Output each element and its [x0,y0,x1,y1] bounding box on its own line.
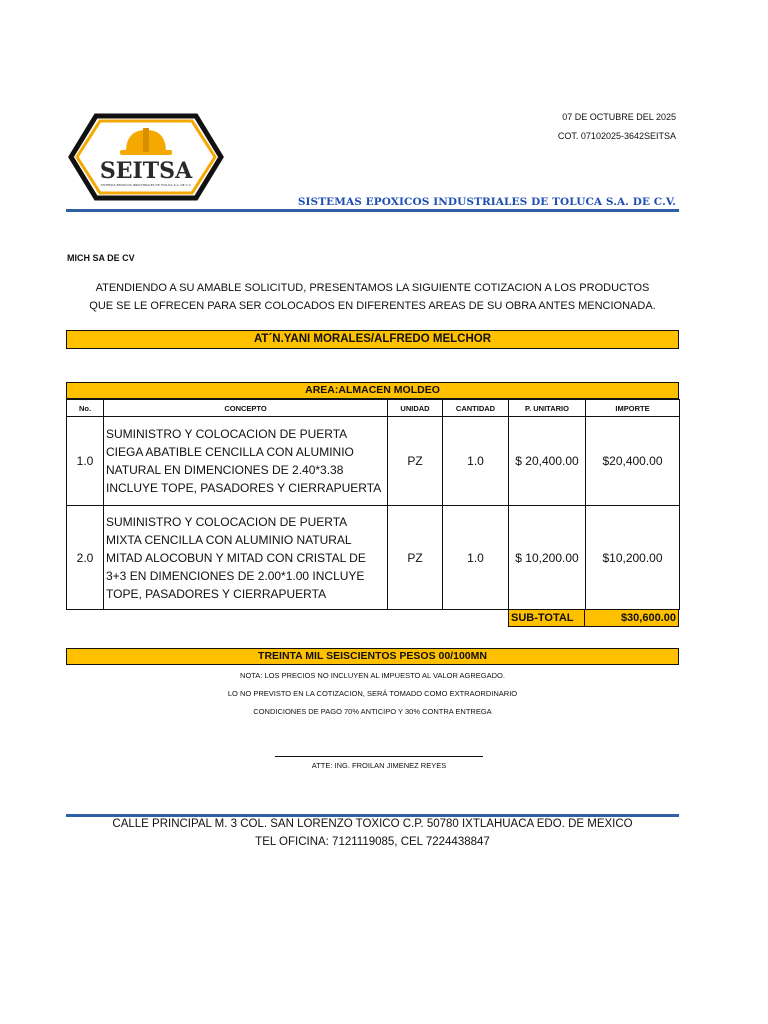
col-unit-header: UNIDAD [388,400,443,417]
table-header-row [67,400,680,417]
logo-text: SEITSA [99,158,193,184]
client-name: MICH SA DE CV [67,253,135,263]
logo-subtext: SISTEMAS EPOXICOS INDUSTRIALES DE TOLUCA S.A. DE C.V. [100,183,192,187]
row-qty: 1.0 [443,417,509,506]
row-amount: $10,200.00 [586,506,680,610]
col-unit-price-header: P. UNITARIO [509,400,586,417]
row-unit-price: $ 20,400.00 [509,417,586,506]
row-concept: SUMINISTRO Y COLOCACION DE PUERTA CIEGA ABATIBLE CENCILLA CON ALUMINIO NATURAL EN DIMENCIONES DE 2.40*3.38 INCLUYE TOPE, PASADORES Y CIERRAPUERTA [104,417,388,506]
logo-hexagon-icon [66,108,226,206]
area-bar: AREA:ALMACEN MOLDEO [66,382,679,399]
intro-line-2: QUE SE LE OFRECEN PARA SER COLOCADOS EN DIFERENTES AREAS DE SU OBRA ANTES MENCIONADA. [89,300,656,312]
row-qty: 1.0 [443,506,509,610]
footer-phones: TEL OFICINA: 7121119085, CEL 7224438847 [255,836,490,848]
col-no-header: No. [67,400,104,417]
amount-in-words-bar: TREINTA MIL SEISCIENTOS PESOS 00/100MN [66,648,679,665]
note-taxes: NOTA: LOS PRECIOS NO INCLUYEN AL IMPUESTO AL VALOR AGREGADO. [240,671,505,680]
row-unit: PZ [388,506,443,610]
row-amount: $20,400.00 [586,417,680,506]
quote-number: COT. 07102025-3642SEITSA [557,131,676,141]
attention-bar: AT´N.YANI MORALES/ALFREDO MELCHOR [66,330,679,349]
footer-divider [66,814,679,817]
subtotal-value: $30,600.00 [584,609,679,627]
company-name: SISTEMAS EPOXICOS INDUSTRIALES DE TOLUCA S.A. DE C.V. [297,196,676,208]
quote-table [66,399,680,610]
signature-line [275,756,483,757]
row-concept: SUMINISTRO Y COLOCACION DE PUERTA MIXTA CENCILLA CON ALUMINIO NATURAL MITAD ALOCOBUN Y MITAD CON CRISTAL DE 3+3 EN DIMENCIONES DE 2.00*1.00 INCLUYE TOPE, PASADORES Y CIERRAPUERTA [104,506,388,610]
col-qty-header: CANTIDAD [443,400,509,417]
row-unit: PZ [388,417,443,506]
header-divider [66,209,679,212]
signer-name: ATTE: ING. FROILAN JIMENEZ REYES [311,761,447,770]
row-no: 1.0 [67,417,104,506]
company-logo [66,108,226,206]
table-row [67,417,680,506]
subtotal-label: SUB-TOTAL [508,609,585,627]
footer-address: CALLE PRINCIPAL M. 3 COL. SAN LORENZO TOXICO C.P. 50780 IXTLAHUACA EDO. DE MEXICO [112,818,633,830]
note-payment-terms: CONDICIONES DE PAGO 70% ANTICIPO Y 30% CONTRA ENTREGA [253,707,492,716]
quote-date: 07 DE OCTUBRE DEL 2025 [562,112,676,122]
col-amount-header: IMPORTE [586,400,680,417]
intro-line-1: ATENDIENDO A SU AMABLE SOLICITUD, PRESENTAMOS LA SIGUIENTE COTIZACION A LOS PRODUCTOS [95,282,650,294]
table-row [67,506,680,610]
col-concept-header: CONCEPTO [104,400,388,417]
note-extraordinary: LO NO PREVISTO EN LA COTIZACION, SERÁ TOMADO COMO EXTRAORDINARIO [227,689,518,698]
row-unit-price: $ 10,200.00 [509,506,586,610]
row-no: 2.0 [67,506,104,610]
